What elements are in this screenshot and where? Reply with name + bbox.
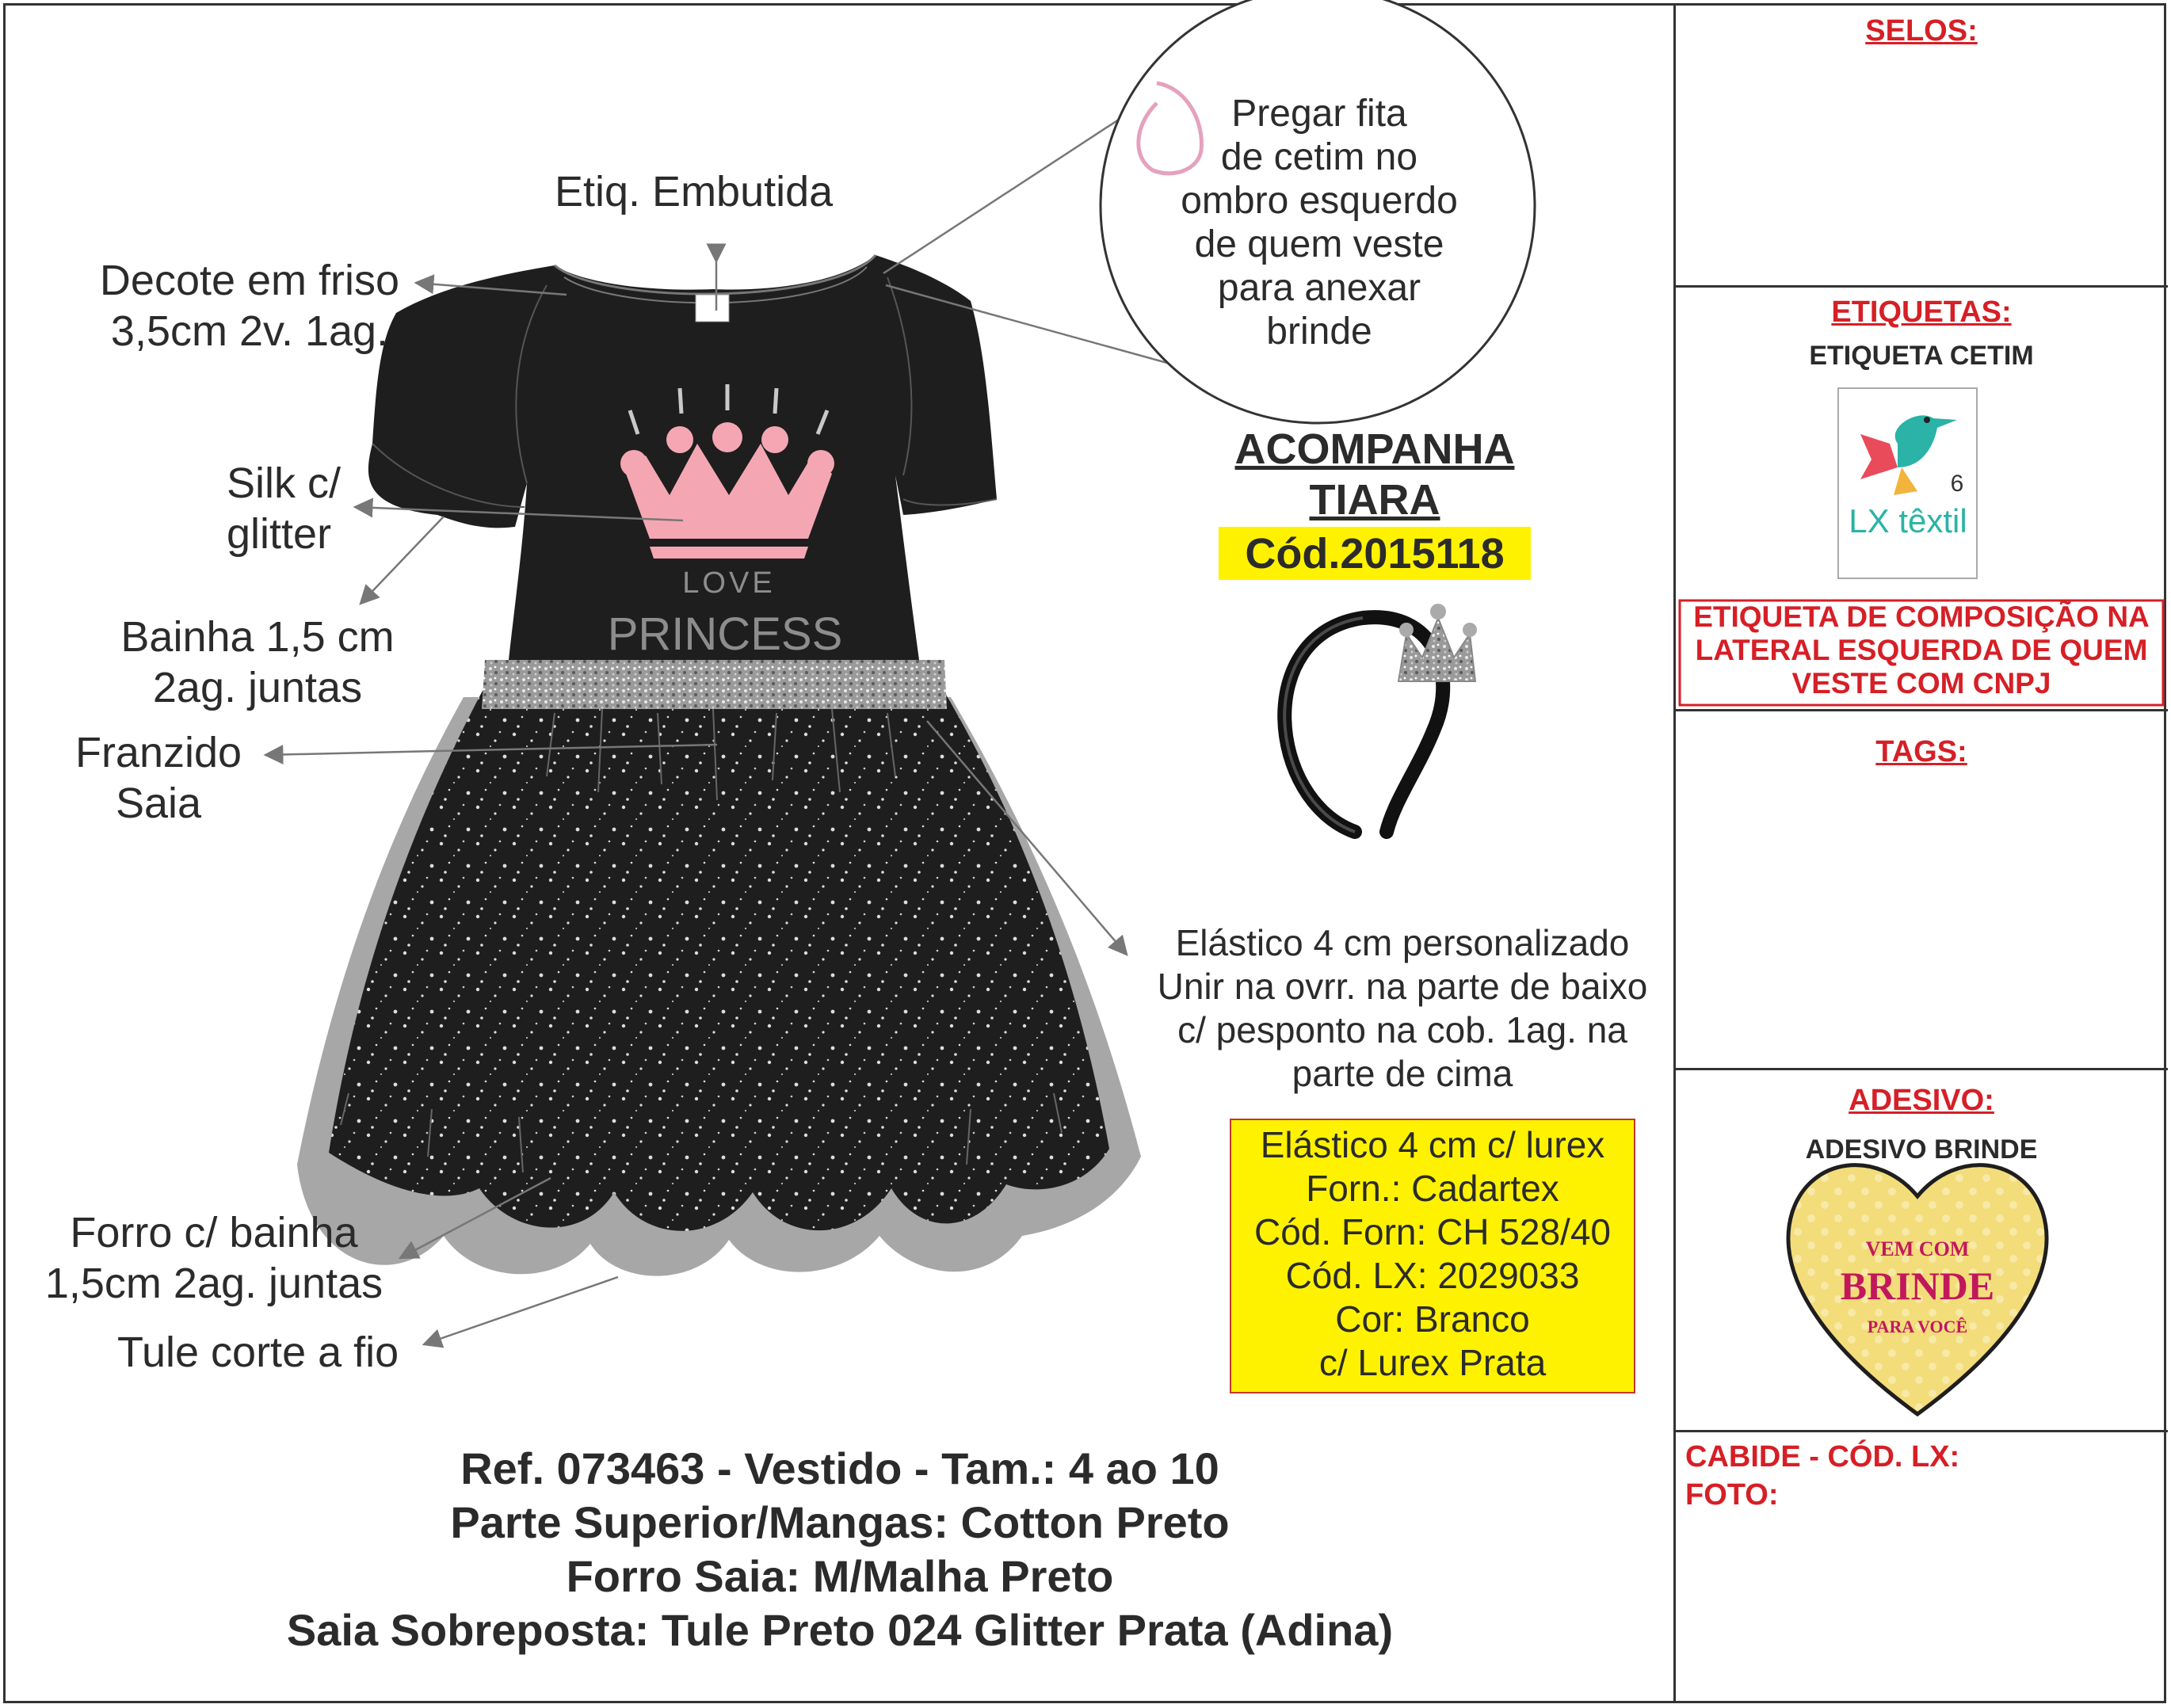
label-pregar-fita: Pregar fita de cetim no ombro esquerdo de quem veste para anexar brinde (1181, 93, 1458, 353)
svg-text:LX têxtil: LX têxtil (1849, 502, 1967, 539)
adesivo-title: ADESIVO: (1849, 1084, 1994, 1117)
adesivo-brinde: ADESIVO BRINDE (1805, 1134, 2038, 1165)
etiquetas-title: ETIQUETAS: (1831, 295, 2012, 329)
print-princess: PRINCESS (607, 608, 843, 660)
glitter-waistband (482, 660, 947, 709)
cabide-foto: CABIDE - CÓD. LX: FOTO: (1685, 1440, 1960, 1512)
etiqueta-cetim: ETIQUETA CETIM (1809, 341, 2034, 371)
elastic-box-text: Elástico 4 cm c/ lurex Forn.: Cadartex Cód. Forn: CH 528/40 Cód. LX: 2029033 Cor: Branco c/ Lurex Prata (1253, 1124, 1611, 1383)
composicao-text: ETIQUETA DE COMPOSIÇÃO NA LATERAL ESQUERDA DE QUEM VESTE COM CNPJ (1693, 600, 2150, 700)
lx-label (1838, 388, 1977, 578)
acompanha-block: ACOMPANHA TIARA Cód.2015118 (1234, 425, 1515, 578)
tiara-illustration (1284, 604, 1477, 832)
label-tule: Tule corte a fio (117, 1329, 399, 1376)
neck-label (696, 295, 729, 322)
label-decote: Decote em friso 3,5cm 2v. 1ag. (99, 257, 400, 355)
svg-text:VEM COM: VEM COM (1865, 1237, 1970, 1260)
label-silk: Silk c/ glitter (227, 459, 341, 558)
label-franzido: Franzido Saia (74, 729, 242, 827)
label-elastico-personalizado: Elástico 4 cm personalizado Unir na ovrr. na parte de baixo c/ pesponto na cob. 1ag. na parte de cima (1157, 922, 1648, 1094)
selos-title: SELOS: (1865, 14, 1978, 48)
heart-sticker (1788, 1165, 2047, 1414)
label-bainha: Bainha 1,5 cm 2ag. juntas (120, 613, 395, 711)
product-specs: Ref. 073463 - Vestido - Tam.: 4 ao 10 Parte Superior/Mangas: Cotton Preto Forro Saia: M/Malha Preto Saia Sobreposta: Tule Preto 024 Glitter Prata (Adina) (286, 1443, 1394, 1655)
tags-title: TAGS: (1875, 735, 1967, 768)
svg-text:6: 6 (1950, 471, 1964, 497)
dress-illustration (297, 255, 1141, 1276)
print-love: LOVE (682, 566, 776, 600)
svg-text:BRINDE: BRINDE (1840, 1264, 1995, 1308)
label-forro: Forro c/ bainha 1,5cm 2ag. juntas (44, 1209, 383, 1307)
svg-text:PARA VOCÊ: PARA VOCÊ (1867, 1317, 1968, 1336)
label-etiq-embutida: Etiq. Embutida (555, 168, 834, 215)
